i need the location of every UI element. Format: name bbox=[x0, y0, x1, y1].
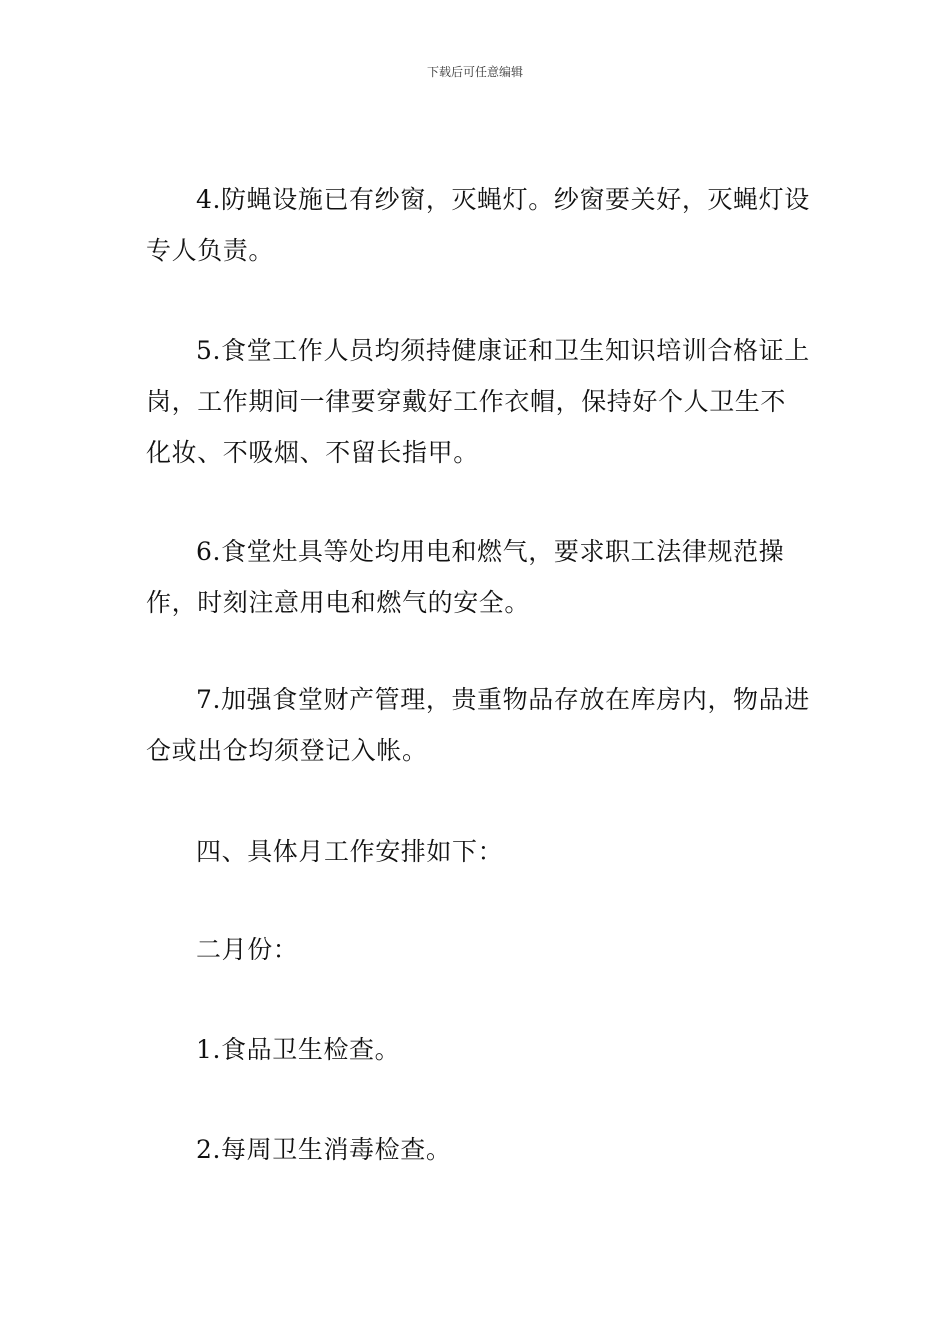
section-heading-monthly-plan: 四、具体月工作安排如下： bbox=[196, 837, 504, 866]
month-heading-february: 二月份： bbox=[196, 935, 299, 964]
page-header: 下载后可任意编辑 bbox=[426, 65, 523, 79]
paragraph-item-4: 4.防蝇设施已有纱窗，灭蝇灯。纱窗要关好，灭蝇灯设专人负责。 bbox=[146, 185, 810, 265]
paragraph-item-6: 6.食堂灶具等处均用电和燃气，要求职工法律规范操作，时刻注意用电和燃气的安全。 bbox=[146, 537, 785, 617]
february-task-2: 2.每周卫生消毒检查。 bbox=[196, 1135, 452, 1164]
paragraph-item-5: 5.食堂工作人员均须持健康证和卫生知识培训合格证上岗，工作期间一律要穿戴好工作衣帽，保持好个人卫生不化妆、不吸烟、不留长指甲。 bbox=[146, 336, 810, 467]
february-task-1: 1.食品卫生检查。 bbox=[196, 1035, 401, 1064]
paragraph-item-7: 7.加强食堂财产管理，贵重物品存放在库房内，物品进仓或出仓均须登记入帐。 bbox=[146, 685, 810, 765]
